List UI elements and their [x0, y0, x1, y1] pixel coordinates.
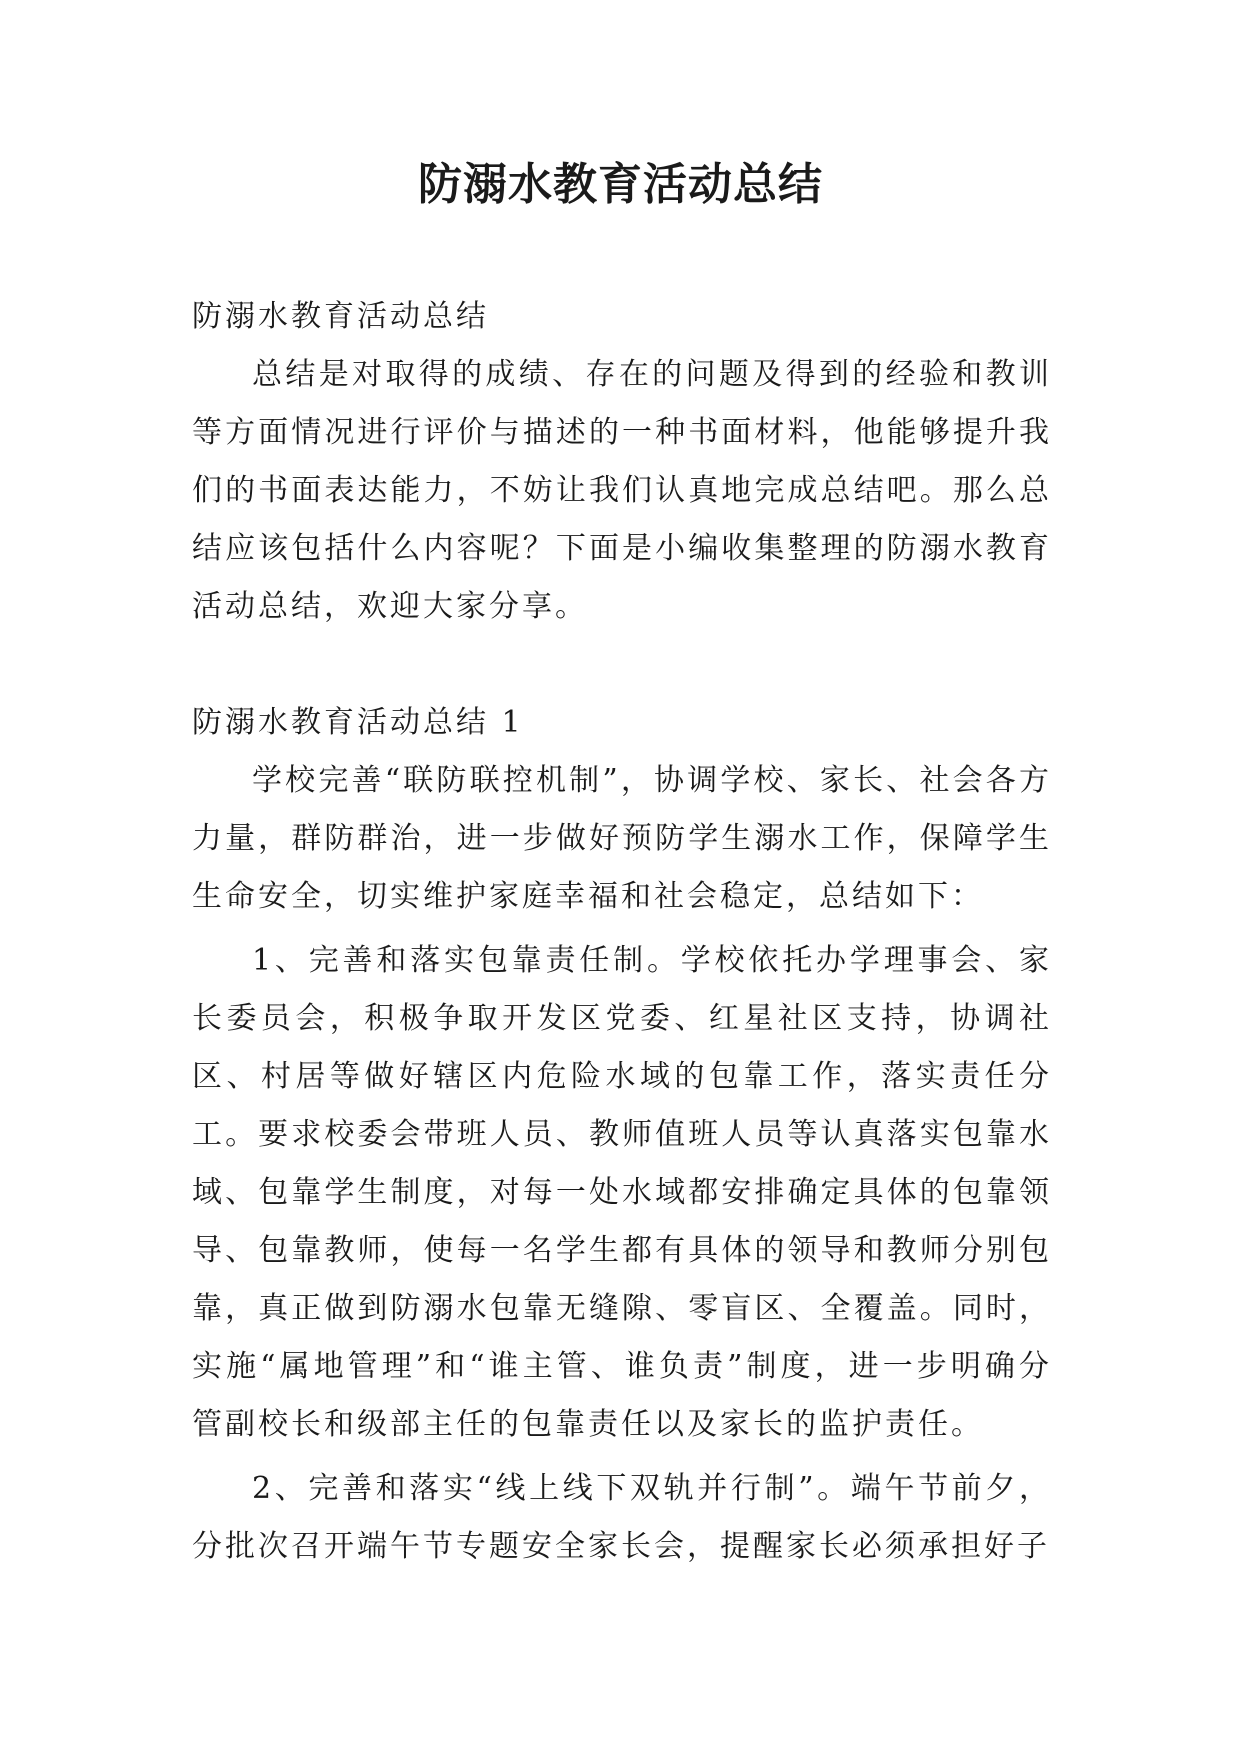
document-body	[192, 288, 1052, 1576]
document-title: 防溺水教育活动总结	[418, 159, 823, 210]
section-1-heading: 防溺水教育活动总结 1	[192, 705, 524, 740]
section-spacer	[192, 636, 1052, 694]
intro-heading: 防溺水教育活动总结	[192, 299, 489, 334]
section-1-paragraph-3: 2、完善和落实“线上线下双轨并行制”。端午节前夕，分批次召开端午节专题安全家长会，提醒家长必须承担好子	[192, 1471, 1052, 1564]
section-1-paragraph-2: 1、完善和落实包靠责任制。学校依托办学理事会、家长委员会，积极争取开发区党委、红星社区支持，协调社区、村居等做好辖区内危险水域的包靠工作，落实责任分工。要求校委会带班人员、教师值班人员等认真落实包靠水域、包靠学生制度，对每一处水域都安排确定具体的包靠领导、包靠教师，使每一名学生都有具体的领导和教师分别包靠，真正做到防溺水包靠无缝隙、零盲区、全覆盖。同时，实施“属地管理”和“谁主管、谁负责”制度，进一步明确分管副校长和级部主任的包靠责任以及家长的监护责任。	[192, 943, 1052, 1442]
section-1-paragraph-1: 学校完善“联防联控机制”，协调学校、家长、社会各方力量，群防群治，进一步做好预防学生溺水工作，保障学生生命安全，切实维护家庭幸福和社会稳定，总结如下：	[192, 763, 1052, 914]
intro-paragraph: 总结是对取得的成绩、存在的问题及得到的经验和教训等方面情况进行评价与描述的一种书面材料，他能够提升我们的书面表达能力，不妨让我们认真地完成总结吧。那么总结应该包括什么内容呢？下面是小编收集整理的防溺水教育活动总结，欢迎大家分享。	[192, 357, 1052, 624]
